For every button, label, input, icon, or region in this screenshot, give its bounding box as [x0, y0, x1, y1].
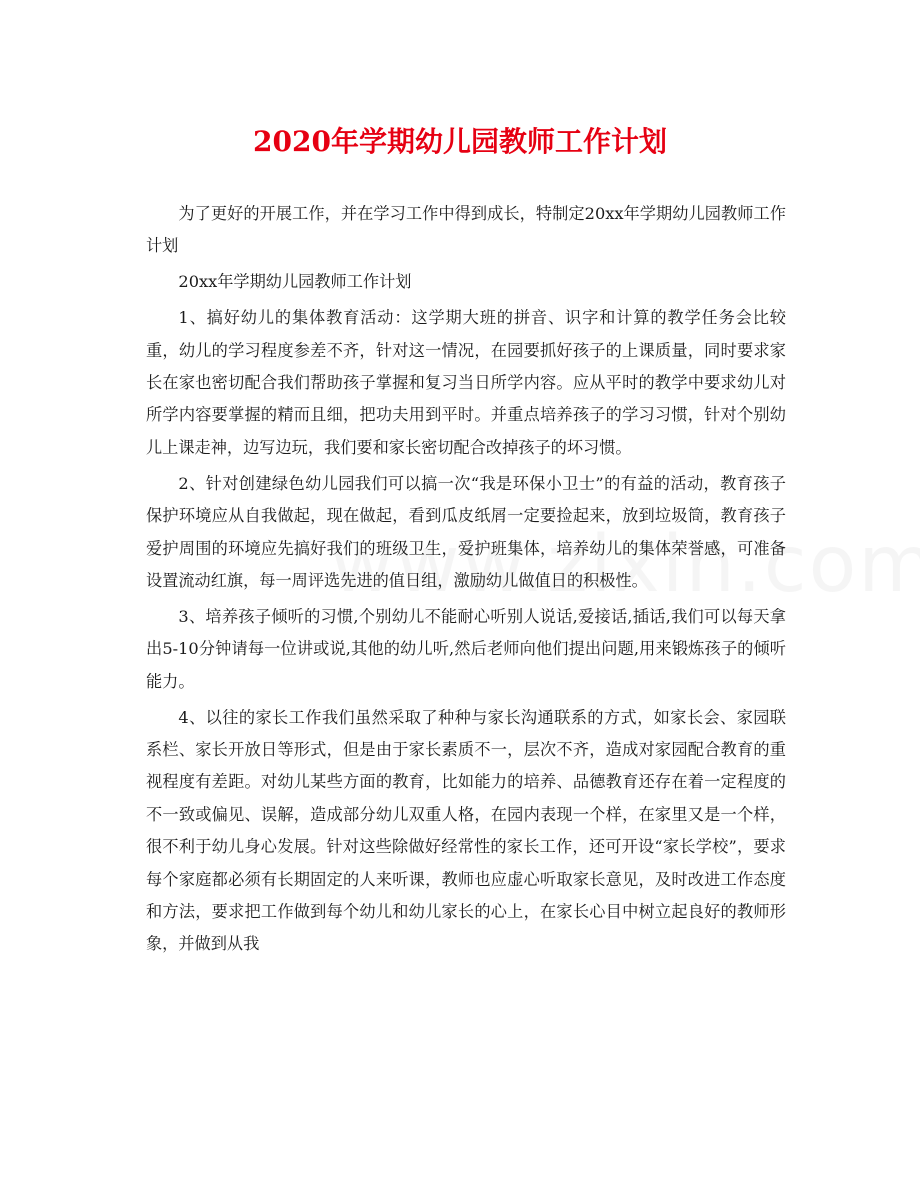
paragraph-item-4: 4、以往的家长工作我们虽然采取了种种与家长沟通联系的方式，如家长会、家园联系栏、家长开放日等形式，但是由于家长素质不一，层次不齐，造成对家园配合教育的重视程度有差距。对幼儿某些方面的教育，比如能力的培养、品德教育还存在着一定程度的不一致或偏见、误解，造成部分幼儿双重人格，在园内表现一个样，在家里又是一个样，很不利于幼儿身心发展。针对这些除做好经常性的家长工作，还可开设“家长学校”，要求每个家庭都必须有长期固定的人来听课，教师也应虚心听取家长意见，及时改进工作态度和方法，要求把工作做到每个幼儿和幼儿家长的心上，在家长心目中树立起良好的教师形象，并做到从我 [146, 707, 786, 954]
paragraph-intro: 为了更好的开展工作，并在学习工作中得到成长，特制定20xx年学期幼儿园教师工作计划 [146, 204, 786, 256]
paragraph-item-1: 1、搞好幼儿的集体教育活动：这学期大班的拼音、识字和计算的教学任务会比较重，幼儿的学习程度参差不齐，针对这一情况，在园要抓好孩子的上课质量，同时要求家长在家也密切配合我们帮助孩子掌握和复习当日所学内容。应从平时的教学中要求幼儿对所学内容要掌握的精而且细，把功夫用到平时。并重点培养孩子的学习习惯，针对个别幼儿上课走神，边写边玩，我们要和家长密切配合改掉孩子的坏习惯。 [146, 308, 786, 457]
document-title: 2020年学期幼儿园教师工作计划 [253, 125, 667, 158]
document-body [146, 198, 786, 964]
paragraph-item-3: 3、培养孩子倾听的习惯,个别幼儿不能耐心听别人说话,爱接话,插话,我们可以每天拿出5-10分钟请每一位讲或说,其他的幼儿听,然后老师向他们提出问题,用来锻炼孩子的倾听能力。 [146, 606, 786, 691]
paragraph-item-2: 2、针对创建绿色幼儿园我们可以搞一次“我是环保小卫士”的有益的活动，教育孩子保护环境应从自我做起，现在做起，看到瓜皮纸屑一定要捡起来，放到垃圾筒，教育孩子爱护周围的环境应先搞好我们的班级卫生，爱护班集体，培养幼儿的集体荣誉感，可准备设置流动红旗，每一周评选先进的值日组，激励幼儿做值日的积极性。 [146, 473, 786, 590]
paragraph-subtitle: 20xx年学期幼儿园教师工作计划 [178, 272, 412, 292]
